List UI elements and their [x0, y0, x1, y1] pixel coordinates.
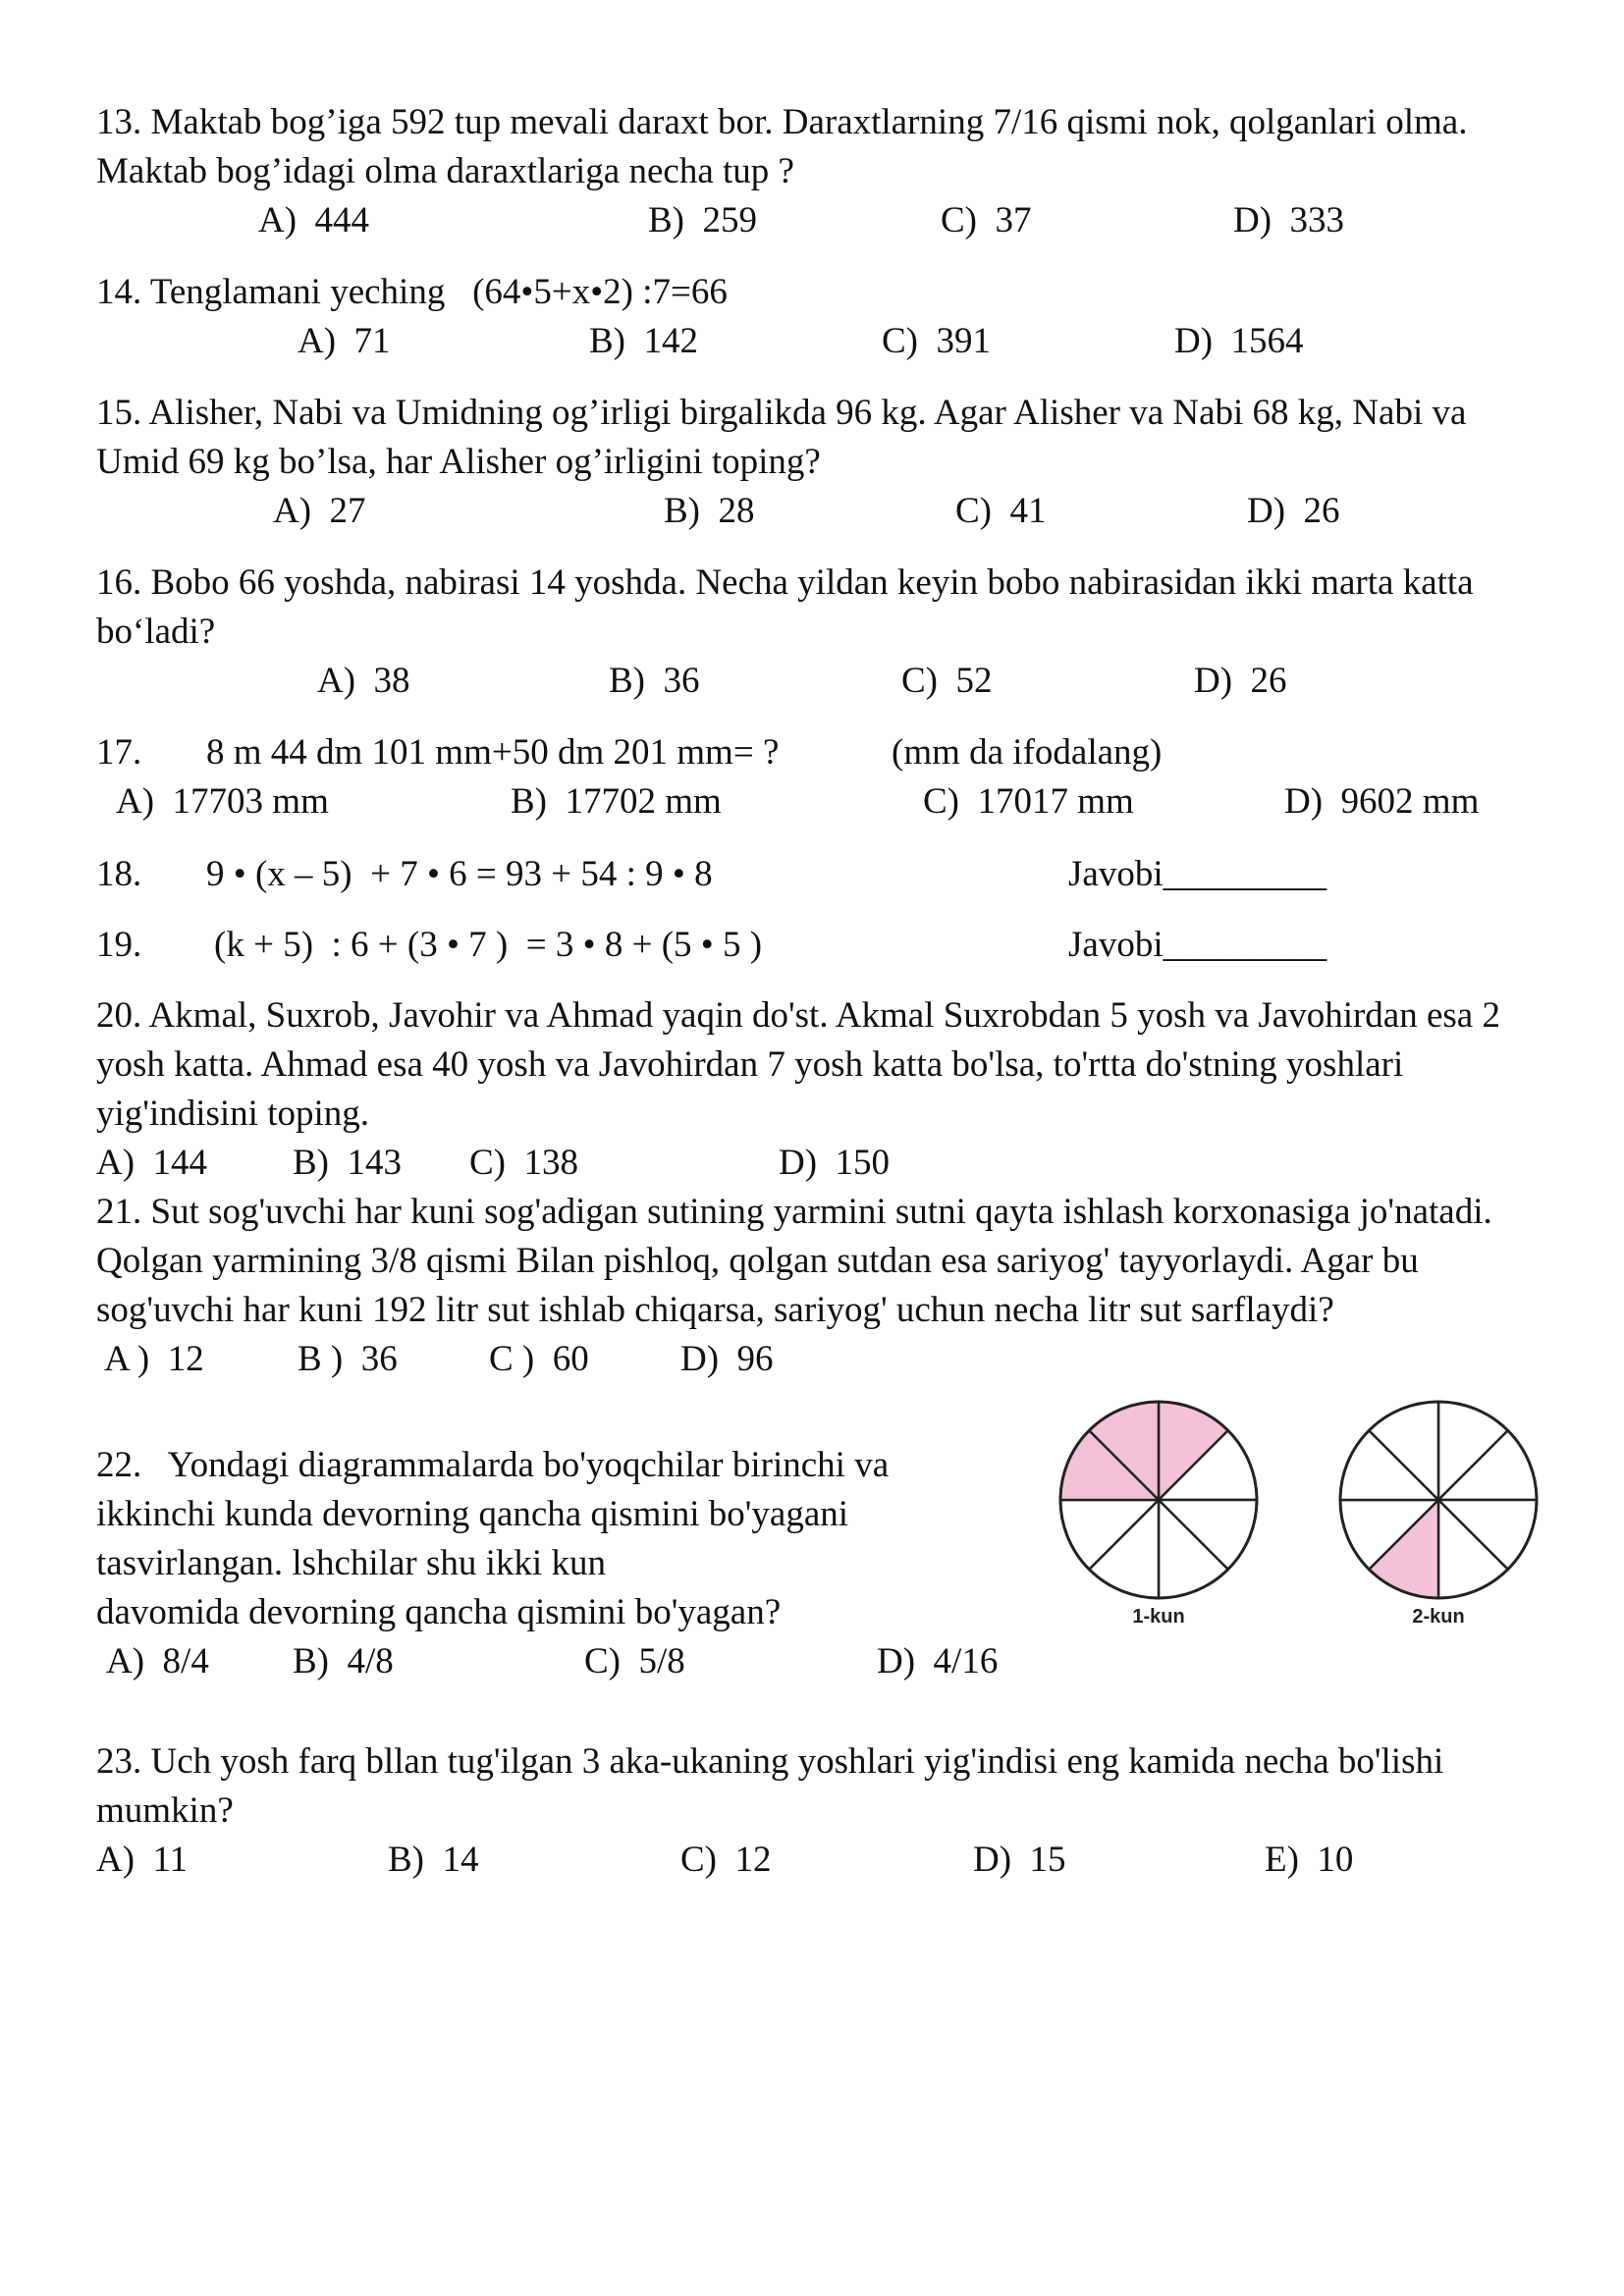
- question-18-answer-field[interactable]: Javobi_________: [1068, 854, 1327, 894]
- option-d[interactable]: D) 9602 mm: [1284, 781, 1480, 822]
- option-d[interactable]: D) 96: [680, 1339, 774, 1379]
- option-b[interactable]: B) 259: [648, 200, 757, 240]
- option-d[interactable]: D) 333: [1233, 200, 1345, 240]
- question-16-options: [96, 657, 1530, 706]
- question-13: [96, 98, 1530, 245]
- option-d[interactable]: D) 1564: [1174, 321, 1304, 361]
- question-23-text: 23. Uch yosh farq bllan tug'ilgan 3 aka-ukaning yoshlari yig'indisi eng kamida necha bo'lishi mumkin?: [96, 1741, 1444, 1831]
- option-b[interactable]: B) 143: [293, 1143, 402, 1183]
- question-16: [96, 559, 1530, 706]
- option-d[interactable]: D) 4/16: [877, 1641, 999, 1682]
- question-22-line-4: davomida devorning qancha qismini bo'yagan?: [96, 1592, 782, 1632]
- question-20: [96, 991, 1530, 1188]
- question-17-expression: 8 m 44 dm 101 mm+50 dm 201 mm= ?: [206, 732, 780, 773]
- question-21-options: [96, 1335, 1530, 1384]
- day-1-circle-diagram: [1060, 1402, 1257, 1628]
- option-a[interactable]: A) 71: [298, 321, 391, 361]
- option-a[interactable]: A) 17703 mm: [116, 781, 329, 822]
- question-17-number: 17.: [96, 732, 142, 773]
- option-a[interactable]: A) 38: [317, 661, 410, 701]
- question-17: [96, 728, 1530, 827]
- option-c[interactable]: C) 138: [469, 1143, 578, 1183]
- option-b[interactable]: B ) 36: [298, 1339, 398, 1379]
- option-b[interactable]: B) 36: [609, 661, 700, 701]
- option-c[interactable]: C) 41: [955, 491, 1047, 531]
- day-1-label: 1-kun: [1132, 1606, 1185, 1628]
- question-13-text: 13. Maktab bog’iga 592 tup mevali daraxt bor. Daraxtlarning 7/16 qismi nok, qolganlari olma. Maktab bog’idagi olma daraxtlariga necha tup ?: [96, 102, 1468, 191]
- option-d[interactable]: D) 15: [973, 1840, 1066, 1880]
- question-19-number: 19.: [96, 925, 142, 965]
- question-21: [96, 1188, 1530, 1384]
- question-22-options: [96, 1637, 1039, 1686]
- option-b[interactable]: B) 28: [664, 491, 755, 531]
- option-c[interactable]: C ) 60: [489, 1339, 589, 1379]
- option-b[interactable]: B) 4/8: [293, 1641, 394, 1682]
- question-20-text: 20. Akmal, Suxrob, Javohir va Ahmad yaqin do'st. Akmal Suxrobdan 5 yosh va Javohirdan esa 2 yosh katta. Ahmad esa 40 yosh va Javohirdan 7 yosh katta bo'lsa, to'rtta do'stning yoshlari yig'indisini toping.: [96, 995, 1500, 1134]
- question-14-options: [96, 317, 1530, 366]
- option-c[interactable]: C) 12: [680, 1840, 772, 1880]
- question-17-note: (mm da ifodalang): [892, 732, 1163, 773]
- question-22-line-1: 22. Yondagi diagrammalarda bo'yoqchilar birinchi va: [96, 1445, 890, 1485]
- option-d[interactable]: D) 26: [1247, 491, 1340, 531]
- question-19: [96, 921, 1530, 970]
- painting-diagrams: [1056, 1392, 1546, 1637]
- option-d[interactable]: D) 150: [779, 1143, 891, 1183]
- question-18: [96, 850, 1530, 899]
- question-17-options: [96, 777, 1530, 827]
- option-c[interactable]: C) 37: [941, 200, 1032, 240]
- option-a[interactable]: A) 8/4: [106, 1641, 209, 1682]
- option-a[interactable]: A) 444: [258, 200, 370, 240]
- question-23: [96, 1737, 1530, 1885]
- question-18-expression: 9 • (x – 5) + 7 • 6 = 93 + 54 : 9 • 8: [206, 854, 713, 894]
- question-22-line-3: tasvirlangan. lshchilar shu ikki kun: [96, 1543, 606, 1583]
- option-b[interactable]: B) 142: [589, 321, 698, 361]
- option-c[interactable]: C) 391: [882, 321, 991, 361]
- option-b[interactable]: B) 14: [388, 1840, 479, 1880]
- question-21-text: 21. Sut sog'uvchi har kuni sog'adigan sutining yarmini sutni qayta ishlash korxonasiga jo'natadi. Qolgan yarmining 3/8 qismi Bilan pishloq, qolgan sutdan esa sariyog' tayyorlaydi. Agar bu sog'uvchi har kuni 192 litr sut ishlab chiqarsa, sariyog' uchun necha litr sut sarflaydi?: [96, 1192, 1492, 1330]
- question-19-answer-field[interactable]: Javobi_________: [1068, 925, 1327, 965]
- option-a[interactable]: A) 144: [96, 1143, 208, 1183]
- option-a[interactable]: A) 27: [273, 491, 366, 531]
- day-2-label: 2-kun: [1412, 1606, 1465, 1628]
- option-c[interactable]: C) 5/8: [584, 1641, 685, 1682]
- question-16-text: 16. Bobo 66 yoshda, nabirasi 14 yoshda. Necha yildan keyin bobo nabirasidan ikki marta katta bo‘ladi?: [96, 562, 1474, 652]
- question-23-options: [96, 1836, 1530, 1885]
- option-a[interactable]: A ) 12: [104, 1339, 204, 1379]
- option-c[interactable]: C) 52: [901, 661, 993, 701]
- option-d[interactable]: D) 26: [1194, 661, 1287, 701]
- question-13-options: [96, 196, 1530, 245]
- question-15-options: [96, 487, 1530, 536]
- question-15: [96, 389, 1530, 536]
- option-a[interactable]: A) 11: [96, 1840, 189, 1880]
- option-b[interactable]: B) 17702 mm: [511, 781, 722, 822]
- question-15-text: 15. Alisher, Nabi va Umidning og’irligi birgalikda 96 kg. Agar Alisher va Nabi 68 kg, Nabi va Umid 69 kg bo’lsa, har Alisher og’irligini toping?: [96, 393, 1467, 482]
- day-2-circle-diagram: [1340, 1402, 1537, 1628]
- option-c[interactable]: C) 17017 mm: [923, 781, 1134, 822]
- question-20-options: [96, 1139, 1530, 1188]
- question-19-expression: (k + 5) : 6 + (3 • 7 ) = 3 • 8 + (5 • 5 ): [214, 925, 763, 965]
- question-18-number: 18.: [96, 854, 142, 894]
- question-14-text: 14. Tenglamani yeching (64•5+x•2) :7=66: [96, 272, 728, 312]
- question-22: [96, 1441, 1039, 1686]
- question-14: [96, 268, 1530, 366]
- question-22-line-2: ikkinchi kunda devorning qancha qismini bo'yagani: [96, 1494, 849, 1534]
- option-e[interactable]: E) 10: [1265, 1840, 1354, 1880]
